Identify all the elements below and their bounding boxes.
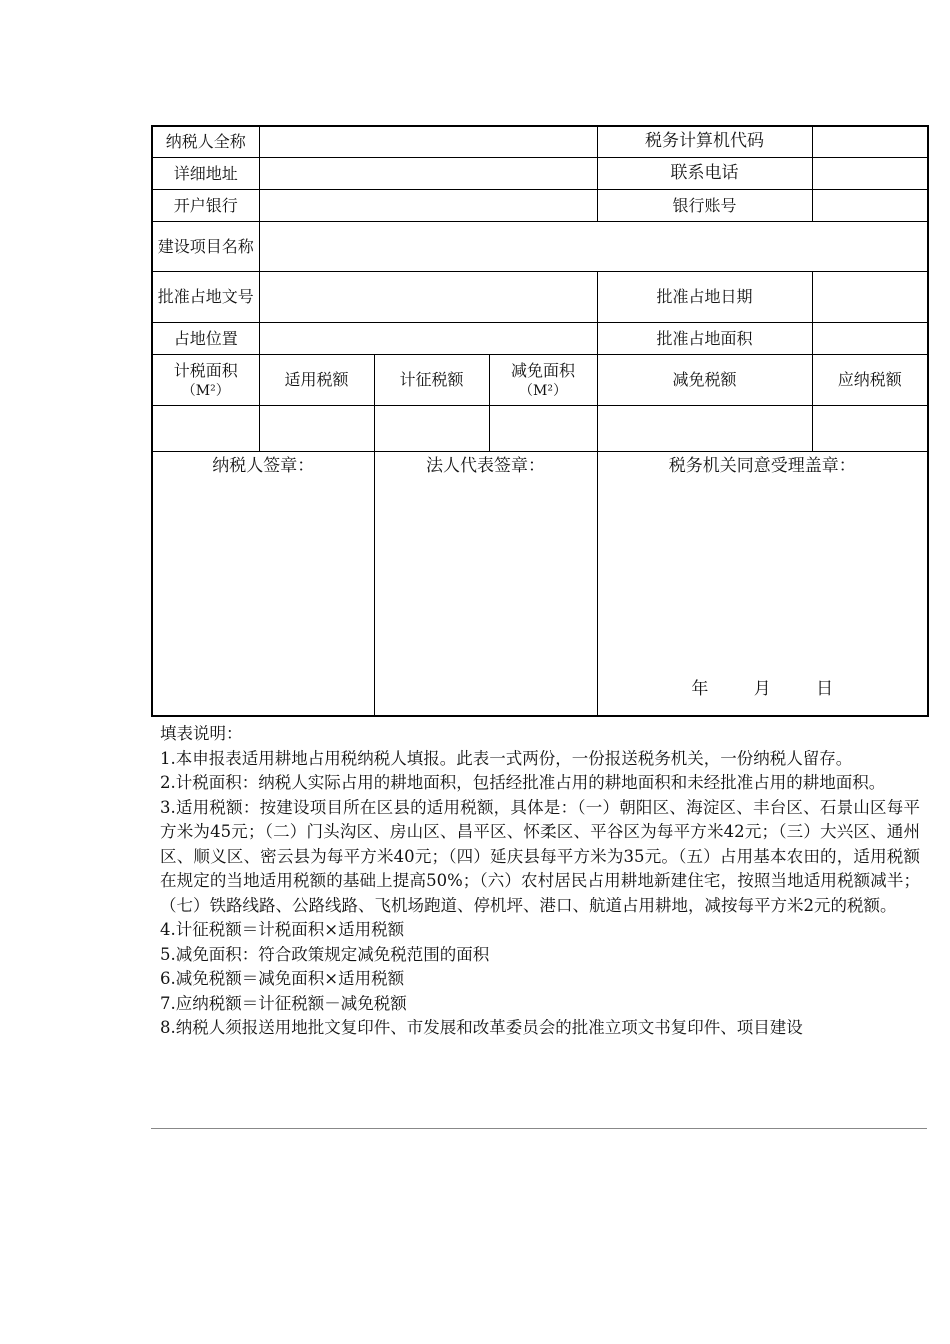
instruction-item: 6.减免税额＝减免面积×适用税额	[160, 969, 405, 988]
account-label: 银行账号	[597, 189, 812, 221]
taxpayer-seal-label: 纳税人签章：	[212, 455, 315, 476]
location-field[interactable]	[259, 322, 597, 354]
approval-doc-field[interactable]	[259, 271, 597, 322]
instruction-item: 1.本申报表适用耕地占用税纳税人填报。此表一式两份，一份报送税务机关，一份纳税人留存。	[160, 748, 853, 768]
rate-field[interactable]	[259, 405, 374, 451]
exempt-tax-header: 减免税额	[597, 354, 812, 405]
date-day-label: 日	[816, 679, 834, 699]
tax-code-label: 税务计算机代码	[597, 126, 812, 157]
taxpayer-seal-box[interactable]	[152, 451, 374, 716]
approved-area-field[interactable]	[812, 322, 928, 354]
instruction-item: 3.适用税额：按建设项目所在区县的适用税额，具体是：（一）朝阳区、海淀区、丰台区、石景山区每平方米为45元；（二）门头沟区、房山区、昌平区、怀柔区、平谷区为每平方米42元；（三）大兴区、通州区、顺义区、密云县为每平方米40元；（四）延庆县每平方米为35元。（五）占用基本农田的，适用税额在规定的当地适用税额的基础上提高50%；（六）农村居民占用耕地新建住宅，按照当地适用税额减半；（七）铁路线路、公路线路、飞机场跑道、停机坪、港口、航道占用耕地，减按每平方米2元的税额。	[160, 797, 920, 915]
taxable-area-unit: （M²）	[181, 383, 230, 399]
approval-date-field[interactable]	[812, 271, 928, 322]
location-label: 占地位置	[152, 322, 259, 354]
instruction-item: 2.计税面积：纳税人实际占用的耕地面积，包括经批准占用的耕地面积和未经批准占用的耕地面积。	[160, 773, 886, 792]
exempt-area-unit: （M²）	[519, 383, 567, 399]
approved-area-label: 批准占地面积	[597, 322, 812, 354]
bank-label: 开户银行	[152, 189, 259, 221]
page-divider	[151, 1128, 927, 1129]
instruction-item: 4.计征税额＝计税面积×适用税额	[160, 920, 405, 939]
phone-label: 联系电话	[597, 157, 812, 189]
seal-date	[598, 678, 928, 701]
date-month-label: 月	[753, 679, 771, 699]
legal-rep-sign-label: 法人代表签章：	[426, 455, 545, 476]
phone-field[interactable]	[812, 157, 928, 189]
bank-field[interactable]	[259, 189, 597, 221]
filling-instructions	[160, 722, 920, 1041]
taxable-area-header	[152, 354, 259, 405]
approval-date-label: 批准占地日期	[597, 271, 812, 322]
account-field[interactable]	[812, 189, 928, 221]
exempt-area-header	[489, 354, 597, 405]
exempt-area-label: 减免面积	[511, 361, 576, 380]
tax-office-seal-box[interactable]	[597, 451, 928, 716]
payable-tax-header: 应纳税额	[812, 354, 928, 405]
instruction-item: 8.纳税人须报送用地批文复印件、市发展和改革委员会的批准立项文书复印件、项目建设	[160, 1018, 803, 1037]
rate-header: 适用税额	[259, 354, 374, 405]
address-label: 详细地址	[152, 157, 259, 189]
levied-tax-field[interactable]	[374, 405, 489, 451]
project-name-field[interactable]	[259, 221, 928, 271]
taxable-area-field[interactable]	[152, 405, 259, 451]
instruction-item: 7.应纳税额＝计征税额－减免税额	[160, 993, 407, 1013]
project-name-label: 建设项目名称	[152, 221, 259, 271]
address-field[interactable]	[259, 157, 597, 189]
tax-code-field[interactable]	[812, 126, 928, 157]
exempt-area-field[interactable]	[489, 405, 597, 451]
tax-declaration-table	[151, 125, 929, 717]
instruction-item: 5.减免面积：符合政策规定减免税范围的面积	[160, 944, 490, 964]
taxpayer-name-field[interactable]	[259, 126, 597, 157]
levied-tax-header: 计征税额	[374, 354, 489, 405]
tax-office-seal-label: 税务机关同意受理盖章：	[668, 455, 856, 476]
exempt-tax-field[interactable]	[597, 405, 812, 451]
legal-rep-sign-box[interactable]	[374, 451, 597, 716]
instructions-title: 填表说明：	[160, 724, 243, 743]
date-year-label: 年	[691, 679, 709, 699]
payable-tax-field[interactable]	[812, 405, 928, 451]
taxpayer-name-label: 纳税人全称	[152, 126, 259, 157]
taxable-area-label: 计税面积	[173, 361, 238, 380]
approval-doc-label: 批准占地文号	[152, 271, 259, 322]
